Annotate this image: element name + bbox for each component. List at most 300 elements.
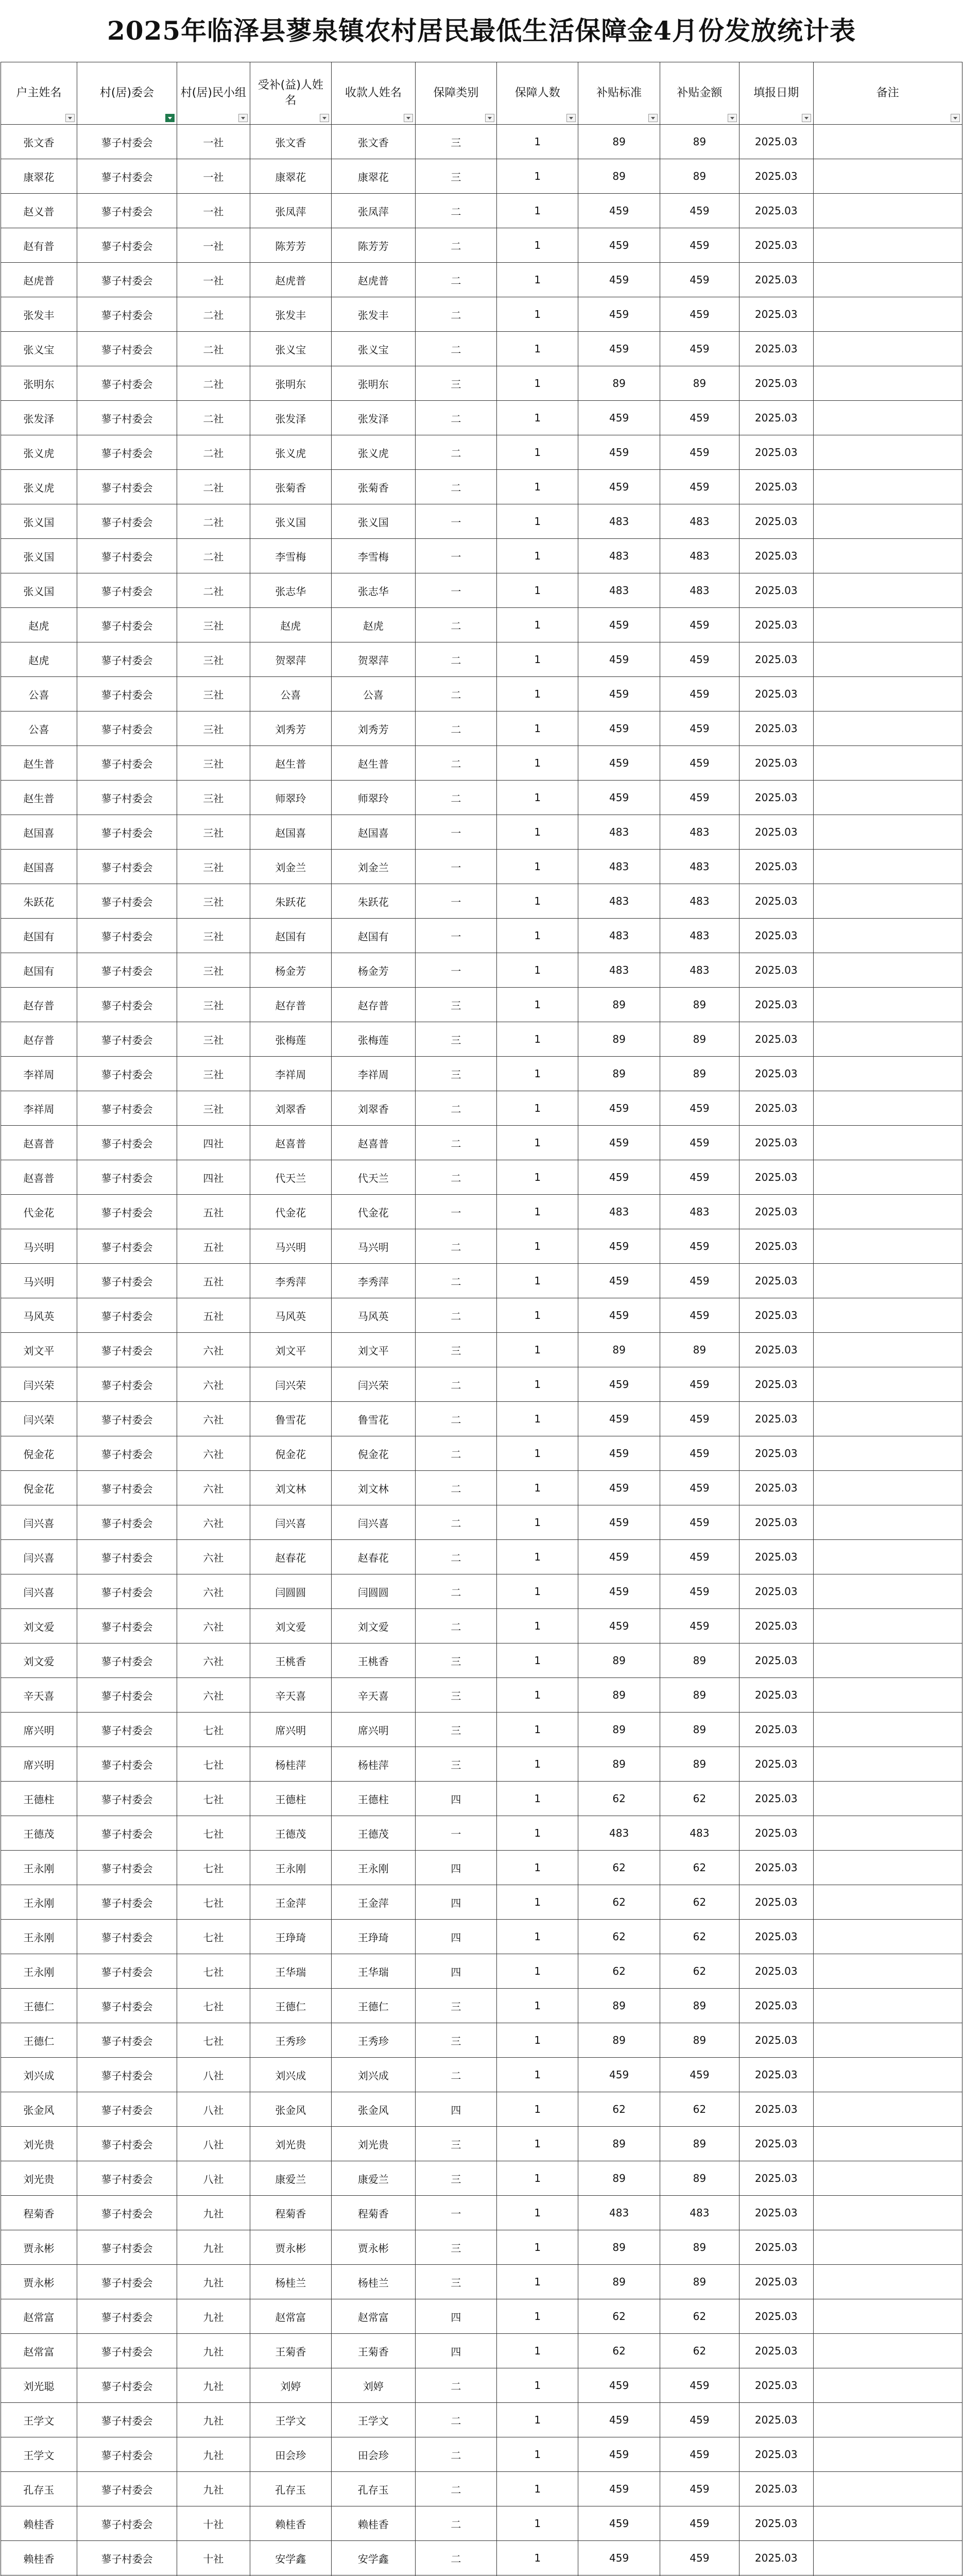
cell-village-group[interactable]: 二社 bbox=[177, 366, 250, 401]
cell-village-committee[interactable]: 蓼子村委会 bbox=[77, 1885, 177, 1920]
cell-household-head[interactable]: 赖桂香 bbox=[1, 2541, 77, 2575]
cell-count[interactable]: 1 bbox=[497, 2196, 578, 2230]
cell-village-committee[interactable]: 蓼子村委会 bbox=[77, 815, 177, 850]
cell-category[interactable]: 二 bbox=[415, 401, 496, 435]
cell-count[interactable]: 1 bbox=[497, 2403, 578, 2437]
cell-standard[interactable]: 459 bbox=[578, 2472, 660, 2506]
cell-report-date[interactable]: 2025.03 bbox=[739, 228, 813, 263]
filter-dropdown-icon[interactable] bbox=[404, 114, 413, 122]
cell-remarks[interactable] bbox=[813, 1298, 962, 1333]
cell-count[interactable]: 1 bbox=[497, 2299, 578, 2334]
cell-remarks[interactable] bbox=[813, 1402, 962, 1436]
cell-household-head[interactable]: 闫兴荣 bbox=[1, 1402, 77, 1436]
cell-beneficiary[interactable]: 康爱兰 bbox=[250, 2161, 331, 2196]
cell-standard[interactable]: 459 bbox=[578, 2058, 660, 2092]
cell-payee[interactable]: 张凤萍 bbox=[332, 194, 416, 228]
cell-amount[interactable]: 62 bbox=[660, 1851, 739, 1885]
cell-village-group[interactable]: 六社 bbox=[177, 1402, 250, 1436]
cell-village-group[interactable]: 九社 bbox=[177, 2334, 250, 2368]
cell-category[interactable]: 二 bbox=[415, 1402, 496, 1436]
cell-village-committee[interactable]: 蓼子村委会 bbox=[77, 919, 177, 953]
cell-standard[interactable]: 483 bbox=[578, 1816, 660, 1851]
cell-standard[interactable]: 459 bbox=[578, 194, 660, 228]
filter-dropdown-icon[interactable] bbox=[951, 114, 960, 122]
cell-report-date[interactable]: 2025.03 bbox=[739, 1816, 813, 1851]
cell-payee[interactable]: 刘光贵 bbox=[332, 2127, 416, 2161]
cell-beneficiary[interactable]: 杨桂兰 bbox=[250, 2265, 331, 2299]
cell-remarks[interactable] bbox=[813, 1574, 962, 1609]
cell-payee[interactable]: 贾永彬 bbox=[332, 2230, 416, 2265]
cell-remarks[interactable] bbox=[813, 1609, 962, 1643]
cell-village-committee[interactable]: 蓼子村委会 bbox=[77, 504, 177, 539]
cell-village-committee[interactable]: 蓼子村委会 bbox=[77, 953, 177, 988]
cell-remarks[interactable] bbox=[813, 850, 962, 884]
cell-village-group[interactable]: 七社 bbox=[177, 1713, 250, 1747]
cell-remarks[interactable] bbox=[813, 573, 962, 608]
cell-category[interactable]: 三 bbox=[415, 159, 496, 194]
cell-village-group[interactable]: 三社 bbox=[177, 1091, 250, 1126]
cell-standard[interactable]: 459 bbox=[578, 263, 660, 297]
cell-count[interactable]: 1 bbox=[497, 2092, 578, 2127]
cell-payee[interactable]: 杨桂兰 bbox=[332, 2265, 416, 2299]
cell-category[interactable]: 四 bbox=[415, 1954, 496, 1989]
cell-payee[interactable]: 杨金芳 bbox=[332, 953, 416, 988]
cell-household-head[interactable]: 赵生普 bbox=[1, 781, 77, 815]
cell-count[interactable]: 1 bbox=[497, 2506, 578, 2541]
cell-amount[interactable]: 483 bbox=[660, 850, 739, 884]
cell-village-group[interactable]: 五社 bbox=[177, 1264, 250, 1298]
cell-household-head[interactable]: 辛天喜 bbox=[1, 1678, 77, 1713]
cell-category[interactable]: 二 bbox=[415, 711, 496, 746]
cell-village-group[interactable]: 三社 bbox=[177, 746, 250, 781]
cell-village-group[interactable]: 三社 bbox=[177, 642, 250, 677]
cell-payee[interactable]: 赵国有 bbox=[332, 919, 416, 953]
cell-category[interactable]: 四 bbox=[415, 1782, 496, 1816]
cell-village-group[interactable]: 三社 bbox=[177, 781, 250, 815]
cell-count[interactable]: 1 bbox=[497, 677, 578, 711]
cell-standard[interactable]: 459 bbox=[578, 1264, 660, 1298]
cell-report-date[interactable]: 2025.03 bbox=[739, 1264, 813, 1298]
cell-count[interactable]: 1 bbox=[497, 919, 578, 953]
cell-household-head[interactable]: 刘文爱 bbox=[1, 1643, 77, 1678]
filter-dropdown-icon[interactable] bbox=[238, 114, 248, 122]
cell-household-head[interactable]: 王德仁 bbox=[1, 1989, 77, 2023]
cell-beneficiary[interactable]: 师翠玲 bbox=[250, 781, 331, 815]
cell-village-group[interactable]: 三社 bbox=[177, 850, 250, 884]
cell-category[interactable]: 二 bbox=[415, 1126, 496, 1160]
cell-remarks[interactable] bbox=[813, 884, 962, 919]
cell-beneficiary[interactable]: 程菊香 bbox=[250, 2196, 331, 2230]
cell-report-date[interactable]: 2025.03 bbox=[739, 573, 813, 608]
cell-payee[interactable]: 张梅莲 bbox=[332, 1022, 416, 1057]
cell-remarks[interactable] bbox=[813, 2023, 962, 2058]
cell-standard[interactable]: 62 bbox=[578, 1851, 660, 1885]
cell-village-committee[interactable]: 蓼子村委会 bbox=[77, 1920, 177, 1954]
cell-village-group[interactable]: 八社 bbox=[177, 2161, 250, 2196]
cell-payee[interactable]: 朱跃花 bbox=[332, 884, 416, 919]
cell-payee[interactable]: 田会珍 bbox=[332, 2437, 416, 2472]
cell-category[interactable]: 一 bbox=[415, 919, 496, 953]
cell-remarks[interactable] bbox=[813, 1989, 962, 2023]
cell-household-head[interactable]: 王德柱 bbox=[1, 1782, 77, 1816]
cell-count[interactable]: 1 bbox=[497, 608, 578, 642]
cell-category[interactable]: 二 bbox=[415, 1574, 496, 1609]
cell-report-date[interactable]: 2025.03 bbox=[739, 1540, 813, 1574]
cell-payee[interactable]: 安学鑫 bbox=[332, 2541, 416, 2575]
cell-household-head[interactable]: 王学文 bbox=[1, 2437, 77, 2472]
cell-category[interactable]: 二 bbox=[415, 228, 496, 263]
cell-village-committee[interactable]: 蓼子村委会 bbox=[77, 125, 177, 159]
cell-category[interactable]: 三 bbox=[415, 1678, 496, 1713]
cell-standard[interactable]: 89 bbox=[578, 2161, 660, 2196]
cell-payee[interactable]: 赵喜普 bbox=[332, 1126, 416, 1160]
cell-village-committee[interactable]: 蓼子村委会 bbox=[77, 1229, 177, 1264]
cell-payee[interactable]: 公喜 bbox=[332, 677, 416, 711]
cell-beneficiary[interactable]: 席兴明 bbox=[250, 1713, 331, 1747]
cell-count[interactable]: 1 bbox=[497, 1160, 578, 1195]
cell-report-date[interactable]: 2025.03 bbox=[739, 988, 813, 1022]
cell-remarks[interactable] bbox=[813, 1954, 962, 1989]
cell-count[interactable]: 1 bbox=[497, 2334, 578, 2368]
cell-amount[interactable]: 459 bbox=[660, 1091, 739, 1126]
cell-category[interactable]: 一 bbox=[415, 539, 496, 573]
cell-count[interactable]: 1 bbox=[497, 1609, 578, 1643]
cell-beneficiary[interactable]: 孔存玉 bbox=[250, 2472, 331, 2506]
cell-count[interactable]: 1 bbox=[497, 2058, 578, 2092]
cell-category[interactable]: 二 bbox=[415, 1540, 496, 1574]
cell-standard[interactable]: 483 bbox=[578, 815, 660, 850]
cell-report-date[interactable]: 2025.03 bbox=[739, 366, 813, 401]
cell-amount[interactable]: 459 bbox=[660, 401, 739, 435]
cell-village-committee[interactable]: 蓼子村委会 bbox=[77, 2334, 177, 2368]
cell-household-head[interactable]: 刘文爱 bbox=[1, 1609, 77, 1643]
cell-standard[interactable]: 89 bbox=[578, 125, 660, 159]
cell-standard[interactable]: 89 bbox=[578, 159, 660, 194]
cell-village-group[interactable]: 一社 bbox=[177, 263, 250, 297]
filter-dropdown-icon[interactable] bbox=[648, 114, 658, 122]
cell-report-date[interactable]: 2025.03 bbox=[739, 2541, 813, 2575]
cell-report-date[interactable]: 2025.03 bbox=[739, 1126, 813, 1160]
cell-count[interactable]: 1 bbox=[497, 470, 578, 504]
cell-household-head[interactable]: 张明东 bbox=[1, 366, 77, 401]
cell-village-committee[interactable]: 蓼子村委会 bbox=[77, 781, 177, 815]
cell-beneficiary[interactable]: 张凤萍 bbox=[250, 194, 331, 228]
cell-standard[interactable]: 62 bbox=[578, 2334, 660, 2368]
cell-payee[interactable]: 王德柱 bbox=[332, 1782, 416, 1816]
cell-remarks[interactable] bbox=[813, 1540, 962, 1574]
cell-payee[interactable]: 王德仁 bbox=[332, 1989, 416, 2023]
cell-household-head[interactable]: 张发泽 bbox=[1, 401, 77, 435]
cell-remarks[interactable] bbox=[813, 1160, 962, 1195]
cell-standard[interactable]: 89 bbox=[578, 1747, 660, 1782]
cell-village-committee[interactable]: 蓼子村委会 bbox=[77, 332, 177, 366]
cell-remarks[interactable] bbox=[813, 919, 962, 953]
cell-remarks[interactable] bbox=[813, 1333, 962, 1367]
cell-beneficiary[interactable]: 张义虎 bbox=[250, 435, 331, 470]
cell-remarks[interactable] bbox=[813, 1229, 962, 1264]
cell-remarks[interactable] bbox=[813, 2058, 962, 2092]
cell-household-head[interactable]: 赵虎 bbox=[1, 608, 77, 642]
cell-standard[interactable]: 62 bbox=[578, 2299, 660, 2334]
cell-report-date[interactable]: 2025.03 bbox=[739, 1229, 813, 1264]
cell-count[interactable]: 1 bbox=[497, 2265, 578, 2299]
cell-report-date[interactable]: 2025.03 bbox=[739, 1989, 813, 2023]
cell-beneficiary[interactable]: 贾永彬 bbox=[250, 2230, 331, 2265]
cell-village-group[interactable]: 五社 bbox=[177, 1298, 250, 1333]
cell-amount[interactable]: 62 bbox=[660, 2299, 739, 2334]
cell-village-committee[interactable]: 蓼子村委会 bbox=[77, 1643, 177, 1678]
cell-payee[interactable]: 王桃香 bbox=[332, 1643, 416, 1678]
cell-village-group[interactable]: 六社 bbox=[177, 1367, 250, 1402]
cell-report-date[interactable]: 2025.03 bbox=[739, 2368, 813, 2403]
cell-village-group[interactable]: 六社 bbox=[177, 1540, 250, 1574]
cell-amount[interactable]: 459 bbox=[660, 1609, 739, 1643]
cell-count[interactable]: 1 bbox=[497, 263, 578, 297]
cell-report-date[interactable]: 2025.03 bbox=[739, 539, 813, 573]
cell-household-head[interactable]: 王德仁 bbox=[1, 2023, 77, 2058]
cell-remarks[interactable] bbox=[813, 263, 962, 297]
cell-beneficiary[interactable]: 杨金芳 bbox=[250, 953, 331, 988]
cell-payee[interactable]: 陈芳芳 bbox=[332, 228, 416, 263]
cell-count[interactable]: 1 bbox=[497, 159, 578, 194]
cell-village-group[interactable]: 六社 bbox=[177, 1643, 250, 1678]
cell-beneficiary[interactable]: 闫兴荣 bbox=[250, 1367, 331, 1402]
cell-beneficiary[interactable]: 张义宝 bbox=[250, 332, 331, 366]
cell-count[interactable]: 1 bbox=[497, 2161, 578, 2196]
cell-count[interactable]: 1 bbox=[497, 1678, 578, 1713]
cell-report-date[interactable]: 2025.03 bbox=[739, 1885, 813, 1920]
cell-village-committee[interactable]: 蓼子村委会 bbox=[77, 1954, 177, 1989]
cell-report-date[interactable]: 2025.03 bbox=[739, 781, 813, 815]
cell-village-committee[interactable]: 蓼子村委会 bbox=[77, 366, 177, 401]
cell-category[interactable]: 二 bbox=[415, 2541, 496, 2575]
cell-report-date[interactable]: 2025.03 bbox=[739, 1402, 813, 1436]
cell-beneficiary[interactable]: 张义国 bbox=[250, 504, 331, 539]
cell-report-date[interactable]: 2025.03 bbox=[739, 435, 813, 470]
cell-category[interactable]: 二 bbox=[415, 1298, 496, 1333]
cell-report-date[interactable]: 2025.03 bbox=[739, 884, 813, 919]
cell-village-committee[interactable]: 蓼子村委会 bbox=[77, 1264, 177, 1298]
cell-amount[interactable]: 89 bbox=[660, 125, 739, 159]
cell-report-date[interactable]: 2025.03 bbox=[739, 2161, 813, 2196]
cell-report-date[interactable]: 2025.03 bbox=[739, 2196, 813, 2230]
cell-remarks[interactable] bbox=[813, 2161, 962, 2196]
cell-remarks[interactable] bbox=[813, 1747, 962, 1782]
cell-report-date[interactable]: 2025.03 bbox=[739, 1367, 813, 1402]
cell-village-group[interactable]: 九社 bbox=[177, 2368, 250, 2403]
cell-payee[interactable]: 赵虎普 bbox=[332, 263, 416, 297]
cell-count[interactable]: 1 bbox=[497, 1057, 578, 1091]
cell-payee[interactable]: 代天兰 bbox=[332, 1160, 416, 1195]
cell-report-date[interactable]: 2025.03 bbox=[739, 401, 813, 435]
cell-count[interactable]: 1 bbox=[497, 2541, 578, 2575]
cell-beneficiary[interactable]: 张菊香 bbox=[250, 470, 331, 504]
cell-remarks[interactable] bbox=[813, 1436, 962, 1471]
cell-standard[interactable]: 89 bbox=[578, 1678, 660, 1713]
cell-payee[interactable]: 张金风 bbox=[332, 2092, 416, 2127]
cell-beneficiary[interactable]: 王秀珍 bbox=[250, 2023, 331, 2058]
cell-remarks[interactable] bbox=[813, 2437, 962, 2472]
cell-remarks[interactable] bbox=[813, 711, 962, 746]
cell-payee[interactable]: 张志华 bbox=[332, 573, 416, 608]
cell-village-group[interactable]: 二社 bbox=[177, 573, 250, 608]
cell-category[interactable]: 三 bbox=[415, 1057, 496, 1091]
cell-amount[interactable]: 89 bbox=[660, 988, 739, 1022]
cell-standard[interactable]: 459 bbox=[578, 2403, 660, 2437]
cell-count[interactable]: 1 bbox=[497, 1402, 578, 1436]
cell-category[interactable]: 二 bbox=[415, 1609, 496, 1643]
cell-beneficiary[interactable]: 刘婷 bbox=[250, 2368, 331, 2403]
cell-count[interactable]: 1 bbox=[497, 1471, 578, 1505]
cell-count[interactable]: 1 bbox=[497, 2023, 578, 2058]
cell-payee[interactable]: 席兴明 bbox=[332, 1713, 416, 1747]
cell-standard[interactable]: 459 bbox=[578, 711, 660, 746]
cell-count[interactable]: 1 bbox=[497, 1436, 578, 1471]
cell-report-date[interactable]: 2025.03 bbox=[739, 470, 813, 504]
cell-beneficiary[interactable]: 赵虎 bbox=[250, 608, 331, 642]
cell-category[interactable]: 二 bbox=[415, 263, 496, 297]
cell-beneficiary[interactable]: 刘秀芳 bbox=[250, 711, 331, 746]
cell-payee[interactable]: 师翠玲 bbox=[332, 781, 416, 815]
cell-report-date[interactable]: 2025.03 bbox=[739, 1851, 813, 1885]
cell-household-head[interactable]: 王德茂 bbox=[1, 1816, 77, 1851]
cell-standard[interactable]: 459 bbox=[578, 1402, 660, 1436]
cell-beneficiary[interactable]: 赵国有 bbox=[250, 919, 331, 953]
cell-payee[interactable]: 倪金花 bbox=[332, 1436, 416, 1471]
cell-count[interactable]: 1 bbox=[497, 2437, 578, 2472]
cell-category[interactable]: 二 bbox=[415, 194, 496, 228]
cell-standard[interactable]: 89 bbox=[578, 988, 660, 1022]
cell-beneficiary[interactable]: 赵生普 bbox=[250, 746, 331, 781]
cell-count[interactable]: 1 bbox=[497, 1885, 578, 1920]
cell-village-group[interactable]: 六社 bbox=[177, 1574, 250, 1609]
cell-village-committee[interactable]: 蓼子村委会 bbox=[77, 2196, 177, 2230]
cell-village-committee[interactable]: 蓼子村委会 bbox=[77, 2437, 177, 2472]
cell-household-head[interactable]: 赵常富 bbox=[1, 2299, 77, 2334]
cell-household-head[interactable]: 朱跃花 bbox=[1, 884, 77, 919]
cell-category[interactable]: 二 bbox=[415, 435, 496, 470]
cell-standard[interactable]: 459 bbox=[578, 1505, 660, 1540]
cell-payee[interactable]: 代金花 bbox=[332, 1195, 416, 1229]
cell-report-date[interactable]: 2025.03 bbox=[739, 2127, 813, 2161]
cell-report-date[interactable]: 2025.03 bbox=[739, 1609, 813, 1643]
cell-village-group[interactable]: 七社 bbox=[177, 1989, 250, 2023]
cell-category[interactable]: 三 bbox=[415, 2127, 496, 2161]
cell-payee[interactable]: 张文香 bbox=[332, 125, 416, 159]
cell-village-group[interactable]: 二社 bbox=[177, 504, 250, 539]
cell-report-date[interactable]: 2025.03 bbox=[739, 125, 813, 159]
active-filter-dropdown-icon[interactable] bbox=[165, 114, 175, 122]
cell-beneficiary[interactable]: 刘文林 bbox=[250, 1471, 331, 1505]
cell-count[interactable]: 1 bbox=[497, 2127, 578, 2161]
cell-village-committee[interactable]: 蓼子村委会 bbox=[77, 1505, 177, 1540]
cell-standard[interactable]: 459 bbox=[578, 332, 660, 366]
cell-payee[interactable]: 王德茂 bbox=[332, 1816, 416, 1851]
cell-remarks[interactable] bbox=[813, 159, 962, 194]
cell-count[interactable]: 1 bbox=[497, 504, 578, 539]
cell-standard[interactable]: 459 bbox=[578, 1229, 660, 1264]
cell-count[interactable]: 1 bbox=[497, 815, 578, 850]
cell-beneficiary[interactable]: 赵存普 bbox=[250, 988, 331, 1022]
cell-amount[interactable]: 459 bbox=[660, 1540, 739, 1574]
cell-standard[interactable]: 89 bbox=[578, 2127, 660, 2161]
cell-village-group[interactable]: 七社 bbox=[177, 1782, 250, 1816]
cell-amount[interactable]: 459 bbox=[660, 1229, 739, 1264]
cell-report-date[interactable]: 2025.03 bbox=[739, 608, 813, 642]
cell-count[interactable]: 1 bbox=[497, 1229, 578, 1264]
cell-beneficiary[interactable]: 赵春花 bbox=[250, 1540, 331, 1574]
cell-remarks[interactable] bbox=[813, 2127, 962, 2161]
cell-remarks[interactable] bbox=[813, 539, 962, 573]
cell-category[interactable]: 三 bbox=[415, 1643, 496, 1678]
cell-count[interactable]: 1 bbox=[497, 2472, 578, 2506]
cell-remarks[interactable] bbox=[813, 2265, 962, 2299]
cell-village-group[interactable]: 三社 bbox=[177, 1057, 250, 1091]
cell-amount[interactable]: 483 bbox=[660, 539, 739, 573]
cell-village-committee[interactable]: 蓼子村委会 bbox=[77, 988, 177, 1022]
cell-category[interactable]: 二 bbox=[415, 1229, 496, 1264]
cell-count[interactable]: 1 bbox=[497, 953, 578, 988]
cell-report-date[interactable]: 2025.03 bbox=[739, 677, 813, 711]
cell-remarks[interactable] bbox=[813, 297, 962, 332]
cell-category[interactable]: 二 bbox=[415, 1160, 496, 1195]
cell-standard[interactable]: 483 bbox=[578, 919, 660, 953]
cell-remarks[interactable] bbox=[813, 228, 962, 263]
cell-payee[interactable]: 王菊香 bbox=[332, 2334, 416, 2368]
cell-household-head[interactable]: 赵喜普 bbox=[1, 1126, 77, 1160]
cell-remarks[interactable] bbox=[813, 2368, 962, 2403]
cell-payee[interactable]: 闫兴喜 bbox=[332, 1505, 416, 1540]
cell-category[interactable]: 四 bbox=[415, 2092, 496, 2127]
cell-category[interactable]: 一 bbox=[415, 815, 496, 850]
cell-count[interactable]: 1 bbox=[497, 781, 578, 815]
cell-village-group[interactable]: 三社 bbox=[177, 815, 250, 850]
cell-report-date[interactable]: 2025.03 bbox=[739, 1298, 813, 1333]
cell-count[interactable]: 1 bbox=[497, 366, 578, 401]
cell-village-committee[interactable]: 蓼子村委会 bbox=[77, 1574, 177, 1609]
cell-payee[interactable]: 张义国 bbox=[332, 504, 416, 539]
cell-village-committee[interactable]: 蓼子村委会 bbox=[77, 1989, 177, 2023]
cell-village-committee[interactable]: 蓼子村委会 bbox=[77, 2299, 177, 2334]
cell-village-group[interactable]: 三社 bbox=[177, 608, 250, 642]
cell-payee[interactable]: 李雪梅 bbox=[332, 539, 416, 573]
cell-payee[interactable]: 王永刚 bbox=[332, 1851, 416, 1885]
cell-beneficiary[interactable]: 陈芳芳 bbox=[250, 228, 331, 263]
cell-beneficiary[interactable]: 张志华 bbox=[250, 573, 331, 608]
cell-report-date[interactable]: 2025.03 bbox=[739, 2023, 813, 2058]
cell-household-head[interactable]: 倪金花 bbox=[1, 1436, 77, 1471]
cell-count[interactable]: 1 bbox=[497, 1126, 578, 1160]
cell-remarks[interactable] bbox=[813, 2299, 962, 2334]
cell-count[interactable]: 1 bbox=[497, 1022, 578, 1057]
cell-amount[interactable]: 62 bbox=[660, 1920, 739, 1954]
cell-standard[interactable]: 89 bbox=[578, 1022, 660, 1057]
cell-category[interactable]: 一 bbox=[415, 2196, 496, 2230]
cell-category[interactable]: 一 bbox=[415, 1195, 496, 1229]
cell-count[interactable]: 1 bbox=[497, 573, 578, 608]
cell-village-committee[interactable]: 蓼子村委会 bbox=[77, 677, 177, 711]
cell-report-date[interactable]: 2025.03 bbox=[739, 194, 813, 228]
cell-category[interactable]: 三 bbox=[415, 1333, 496, 1367]
cell-beneficiary[interactable]: 王桃香 bbox=[250, 1643, 331, 1678]
cell-household-head[interactable]: 赖桂香 bbox=[1, 2506, 77, 2541]
cell-category[interactable]: 二 bbox=[415, 297, 496, 332]
cell-beneficiary[interactable]: 刘文爱 bbox=[250, 1609, 331, 1643]
cell-report-date[interactable]: 2025.03 bbox=[739, 2437, 813, 2472]
cell-beneficiary[interactable]: 杨桂萍 bbox=[250, 1747, 331, 1782]
cell-remarks[interactable] bbox=[813, 504, 962, 539]
cell-village-group[interactable]: 二社 bbox=[177, 539, 250, 573]
